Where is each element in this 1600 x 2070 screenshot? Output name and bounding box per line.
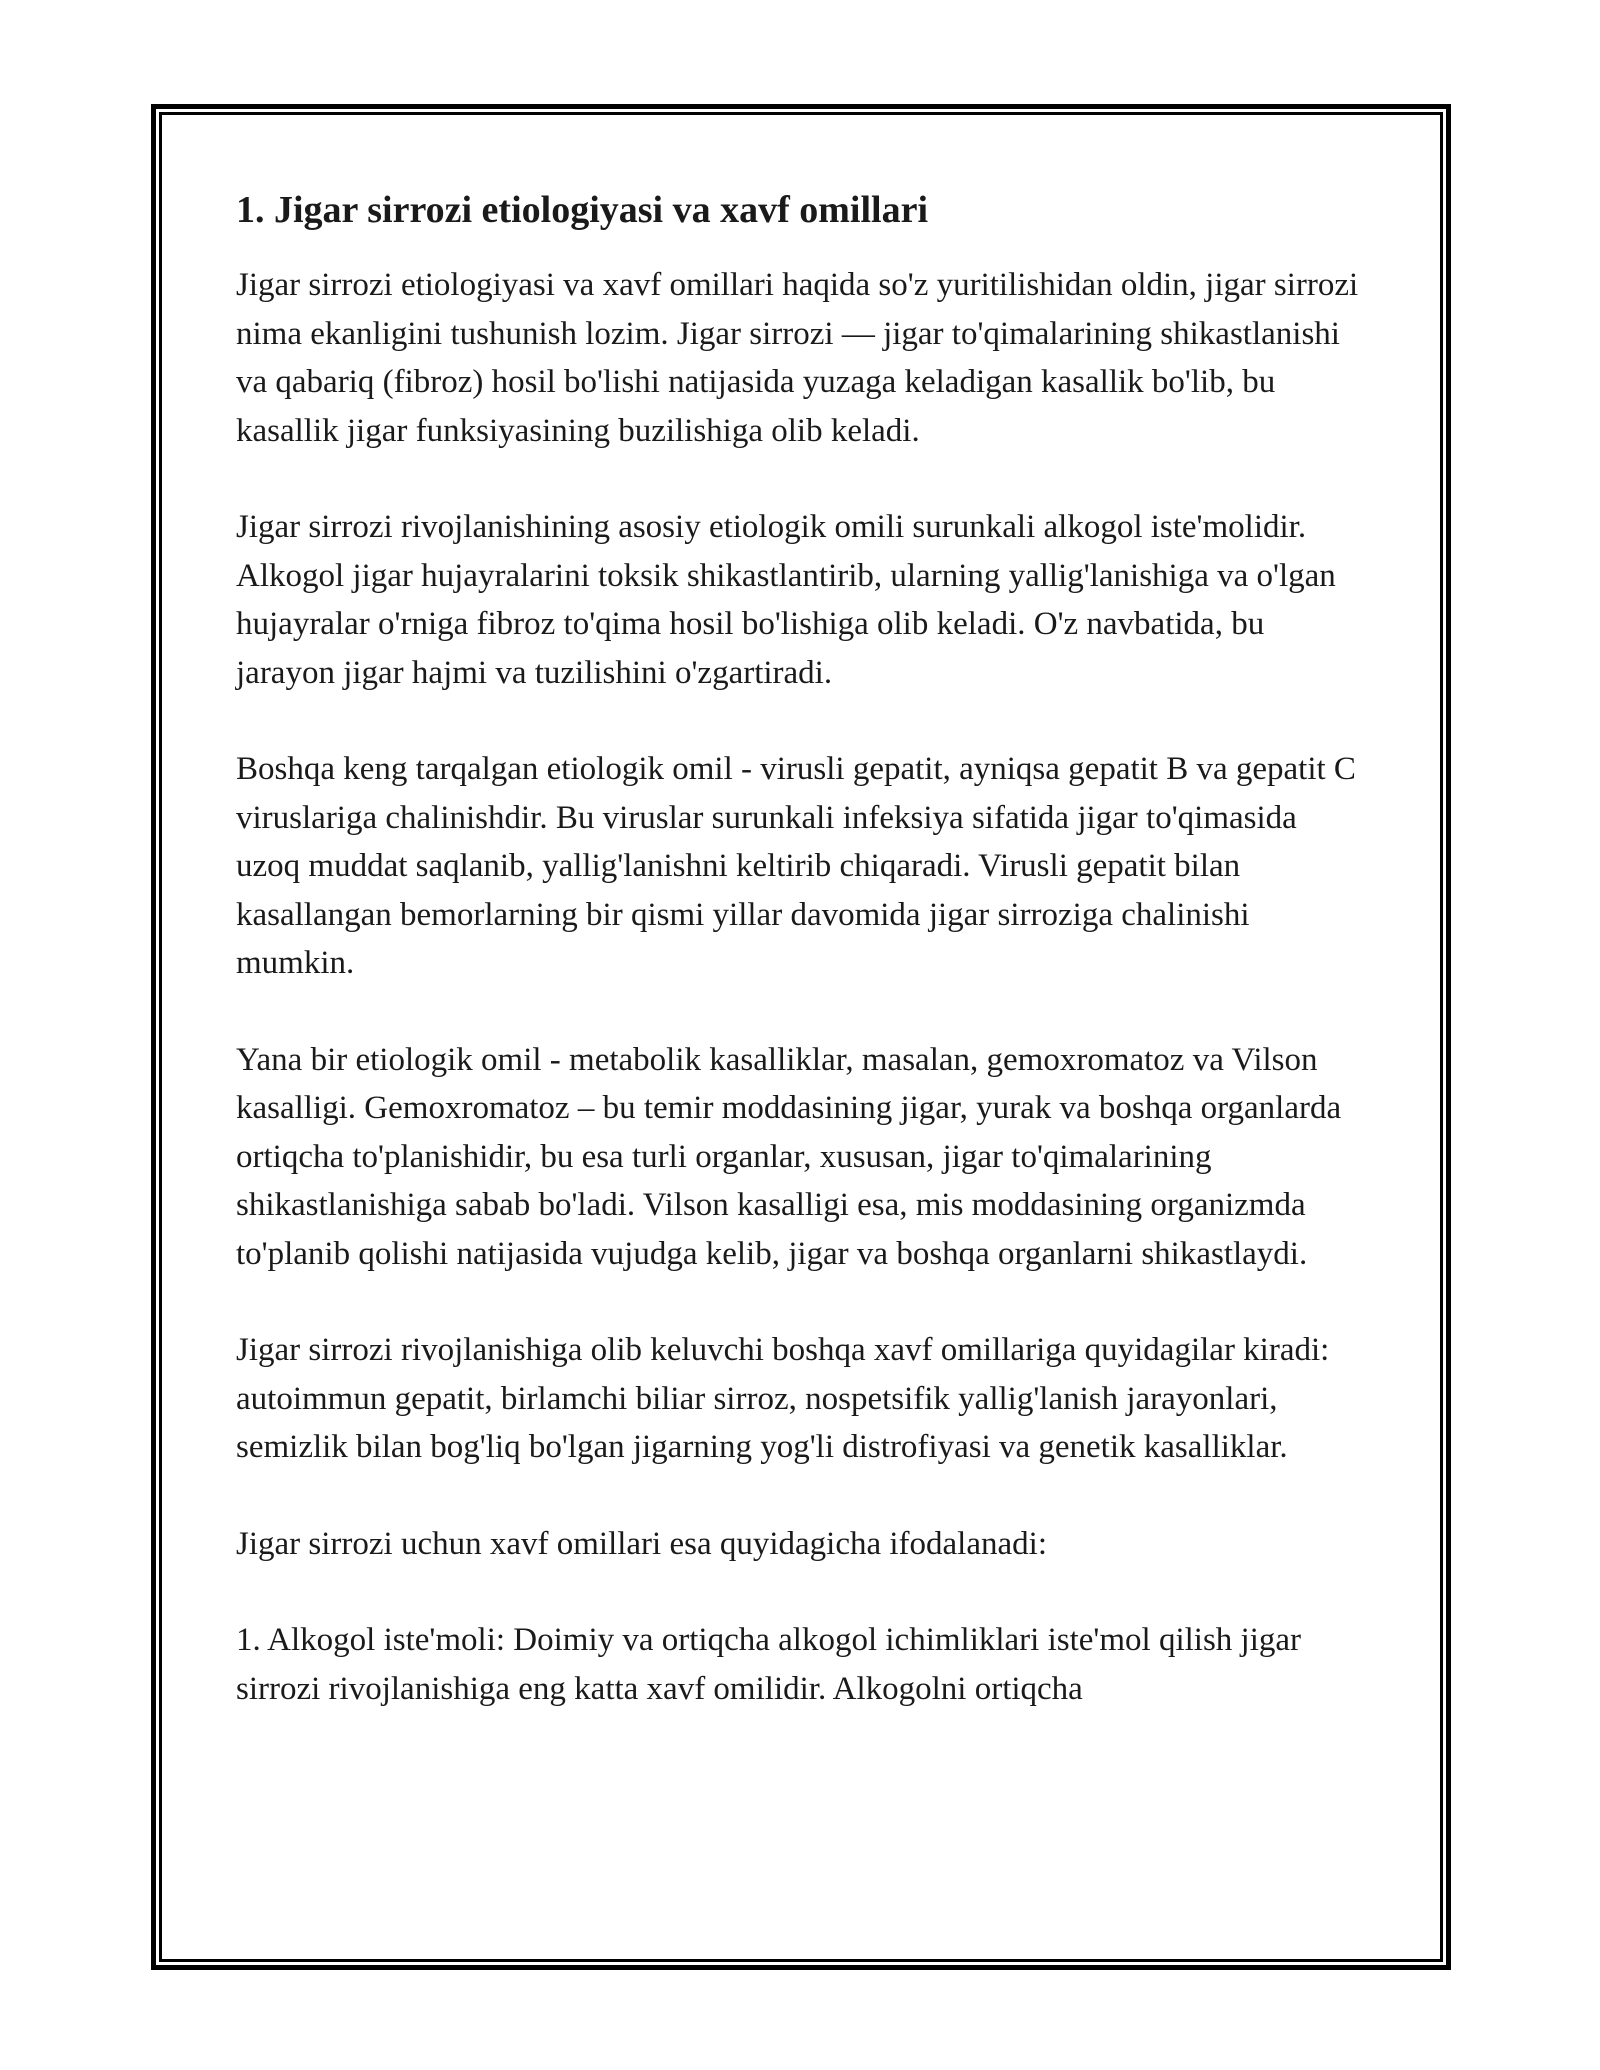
document-body: [236, 186, 1366, 1713]
paragraph-alcohol-etiology: Jigar sirrozi rivojlanishining asosiy etiologik omili surunkali alkogol iste'molidir. Alkogol jigar hujayralarini toksik shikastlantirib, ularning yallig'lanishiga va o'lgan hujayralar o'rniga fibroz to'qima hosil bo'lishiga olib keladi. O'z navbatida, bu jarayon jigar hajmi va tuzilishini o'zgartiradi.: [236, 509, 1336, 691]
paragraph-other-risk-factors: Jigar sirrozi rivojlanishiga olib keluvchi boshqa xavf omillariga quyidagilar kiradi: autoimmun gepatit, birlamchi biliar sirroz, nospetsifik yallig'lanish jarayonlari, semizlik bilan bog'liq bo'lgan jigarning yog'li distrofiyasi va genetik kasalliklar.: [236, 1332, 1330, 1466]
paragraph-viral-hepatitis: Boshqa keng tarqalgan etiologik omil - virusli gepatit, ayniqsa gepatit B va gepatit C viruslariga chalinishdir. Bu viruslar surunkali infeksiya sifatida jigar to'qimasida uzoq muddat saqlanib, yallig'lanishni keltirib chiqaradi. Virusli gepatit bilan kasallangan bemorlarning bir qismi yillar davomida jigar sirroziga chalinishi mumkin.: [236, 751, 1356, 982]
paragraph-metabolic-diseases: Yana bir etiologik omil - metabolik kasalliklar, masalan, gemoxromatoz va Vilson kasalligi. Gemoxromatoz – bu temir moddasining jigar, yurak va boshqa organlarda ortiqcha to'planishidir, bu esa turli organlar, xususan, jigar to'qimalarining shikastlanishiga sabab bo'ladi. Vilson kasalligi esa, mis moddasining organizmda to'planib qolishi natijasida vujudga kelib, jigar va boshqa organlarni shikastlaydi.: [236, 1041, 1342, 1272]
section-heading: 1. Jigar sirrozi etiologiyasi va xavf omillari: [236, 189, 928, 231]
paragraph-risk-factors-intro: Jigar sirrozi uchun xavf omillari esa quyidagicha ifodalanadi:: [236, 1525, 1047, 1562]
list-item-alcohol: 1. Alkogol iste'moli: Doimiy va ortiqcha alkogol ichimliklari iste'mol qilish jigar sirrozi rivojlanishiga eng katta xavf omilidir. Alkogolni ortiqcha: [236, 1622, 1302, 1707]
paragraph-intro: Jigar sirrozi etiologiyasi va xavf omillari haqida so'z yuritilishidan oldin, jigar sirrozi nima ekanligini tushunish lozim. Jigar sirrozi — jigar to'qimalarining shikastlanishi va qabariq (fibroz) hosil bo'lishi natijasida yuzaga keladigan kasallik bo'lib, bu kasallik jigar funksiyasining buzilishiga olib keladi.: [236, 267, 1359, 449]
